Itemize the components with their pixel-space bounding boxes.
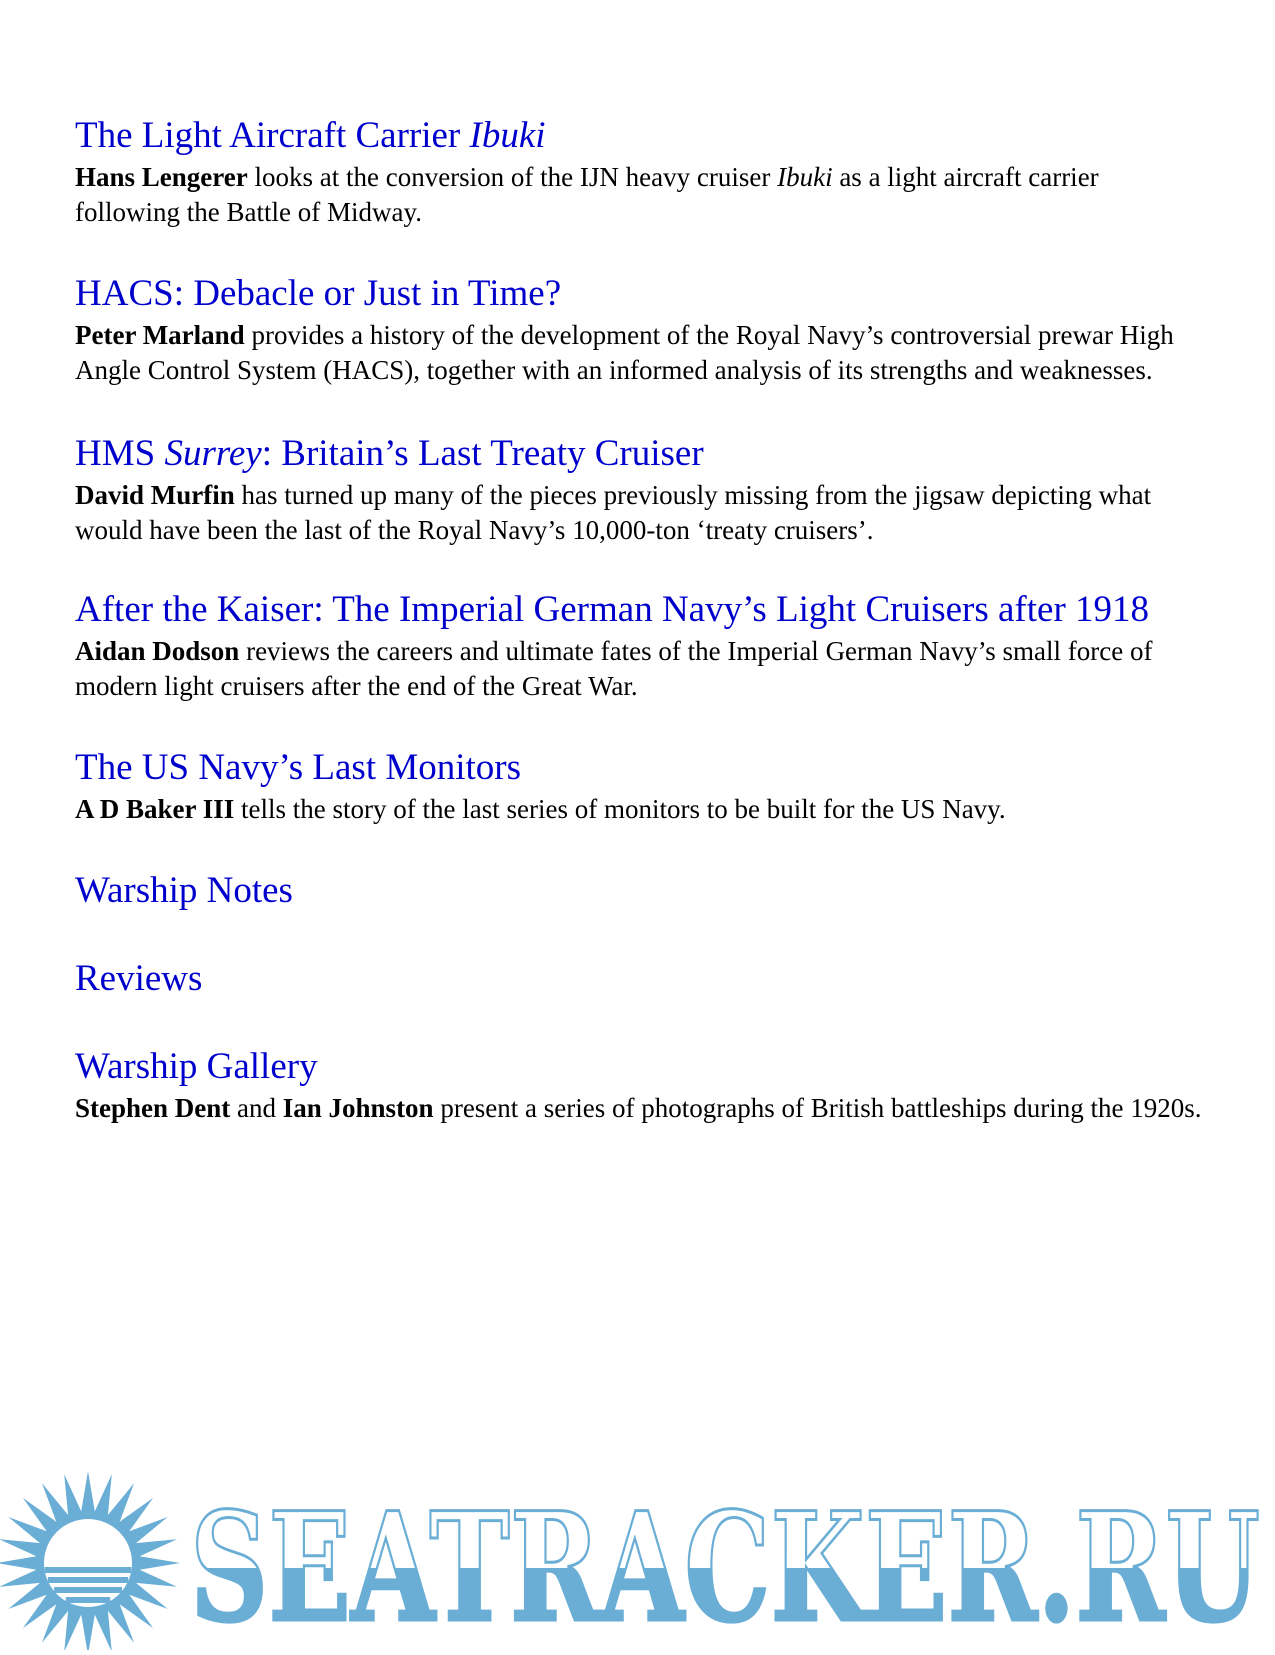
article-description: Hans Lengerer looks at the conversion of the IJN heavy cruiser Ibuki as a light aircraft carrier following the Battle of Midway. xyxy=(75,162,1099,227)
article-title-link[interactable]: The US Navy’s Last Monitors xyxy=(75,747,522,788)
article-us-monitors xyxy=(75,744,1205,827)
article-description: A D Baker III tells the story of the last series of monitors to be built for the US Navy. xyxy=(75,794,1006,824)
article-after-the-kaiser xyxy=(75,586,1205,704)
article-title-link[interactable]: HMS Surrey: Britain’s Last Treaty Cruiser xyxy=(75,433,704,474)
article-description: David Murfin has turned up many of the pieces previously missing from the jigsaw depicting what would have been the last of the Royal Navy’s 10,000-ton ‘treaty cruisers’. xyxy=(75,480,1152,545)
article-title xyxy=(75,867,1205,915)
article-surrey xyxy=(75,430,1205,548)
article-title xyxy=(75,1043,1205,1091)
author-name: Stephen Dent xyxy=(75,1093,231,1123)
author-name: A D Baker III xyxy=(75,794,235,824)
table-of-contents xyxy=(75,112,1205,1126)
author-name: Hans Lengerer xyxy=(75,162,248,192)
article-title-link[interactable]: After the Kaiser: The Imperial German Navy’s Light Cruisers after 1918 xyxy=(75,589,1150,630)
section-warship-notes xyxy=(75,867,1205,915)
article-title xyxy=(75,112,1205,160)
article-title-link[interactable]: Warship Gallery xyxy=(75,1046,318,1087)
section-reviews xyxy=(75,955,1205,1003)
author-name: Aidan Dodson xyxy=(75,636,240,666)
author-name: David Murfin xyxy=(75,480,235,510)
article-title-link[interactable]: The Light Aircraft Carrier Ibuki xyxy=(75,115,546,156)
author-name: Peter Marland xyxy=(75,320,245,350)
article-title-link[interactable]: Reviews xyxy=(75,958,203,999)
sun-icon xyxy=(0,1471,180,1650)
article-description: Stephen Dent and Ian Johnston present a series of photographs of British battleships during the 1920s. xyxy=(75,1093,1202,1123)
watermark-logo xyxy=(0,1455,1275,1650)
article-hacs xyxy=(75,270,1205,388)
article-warship-gallery xyxy=(75,1043,1205,1126)
article-title-link[interactable]: HACS: Debacle or Just in Time? xyxy=(75,273,562,314)
article-title xyxy=(75,744,1205,792)
article-title xyxy=(75,586,1205,634)
article-description: Aidan Dodson reviews the careers and ultimate fates of the Imperial German Navy’s small force of modern light cruisers after the end of the Great War. xyxy=(75,636,1153,701)
article-description: Peter Marland provides a history of the development of the Royal Navy’s controversial prewar High Angle Control System (HACS), together with an informed analysis of its strengths and weaknesses. xyxy=(75,320,1174,385)
article-title xyxy=(75,955,1205,1003)
author-name: Ian Johnston xyxy=(282,1093,434,1123)
article-title xyxy=(75,430,1205,478)
watermark-text: SEATRACKER.RU xyxy=(190,1480,1260,1650)
article-title xyxy=(75,270,1205,318)
article-title-link[interactable]: Warship Notes xyxy=(75,870,293,911)
article-ibuki xyxy=(75,112,1205,230)
